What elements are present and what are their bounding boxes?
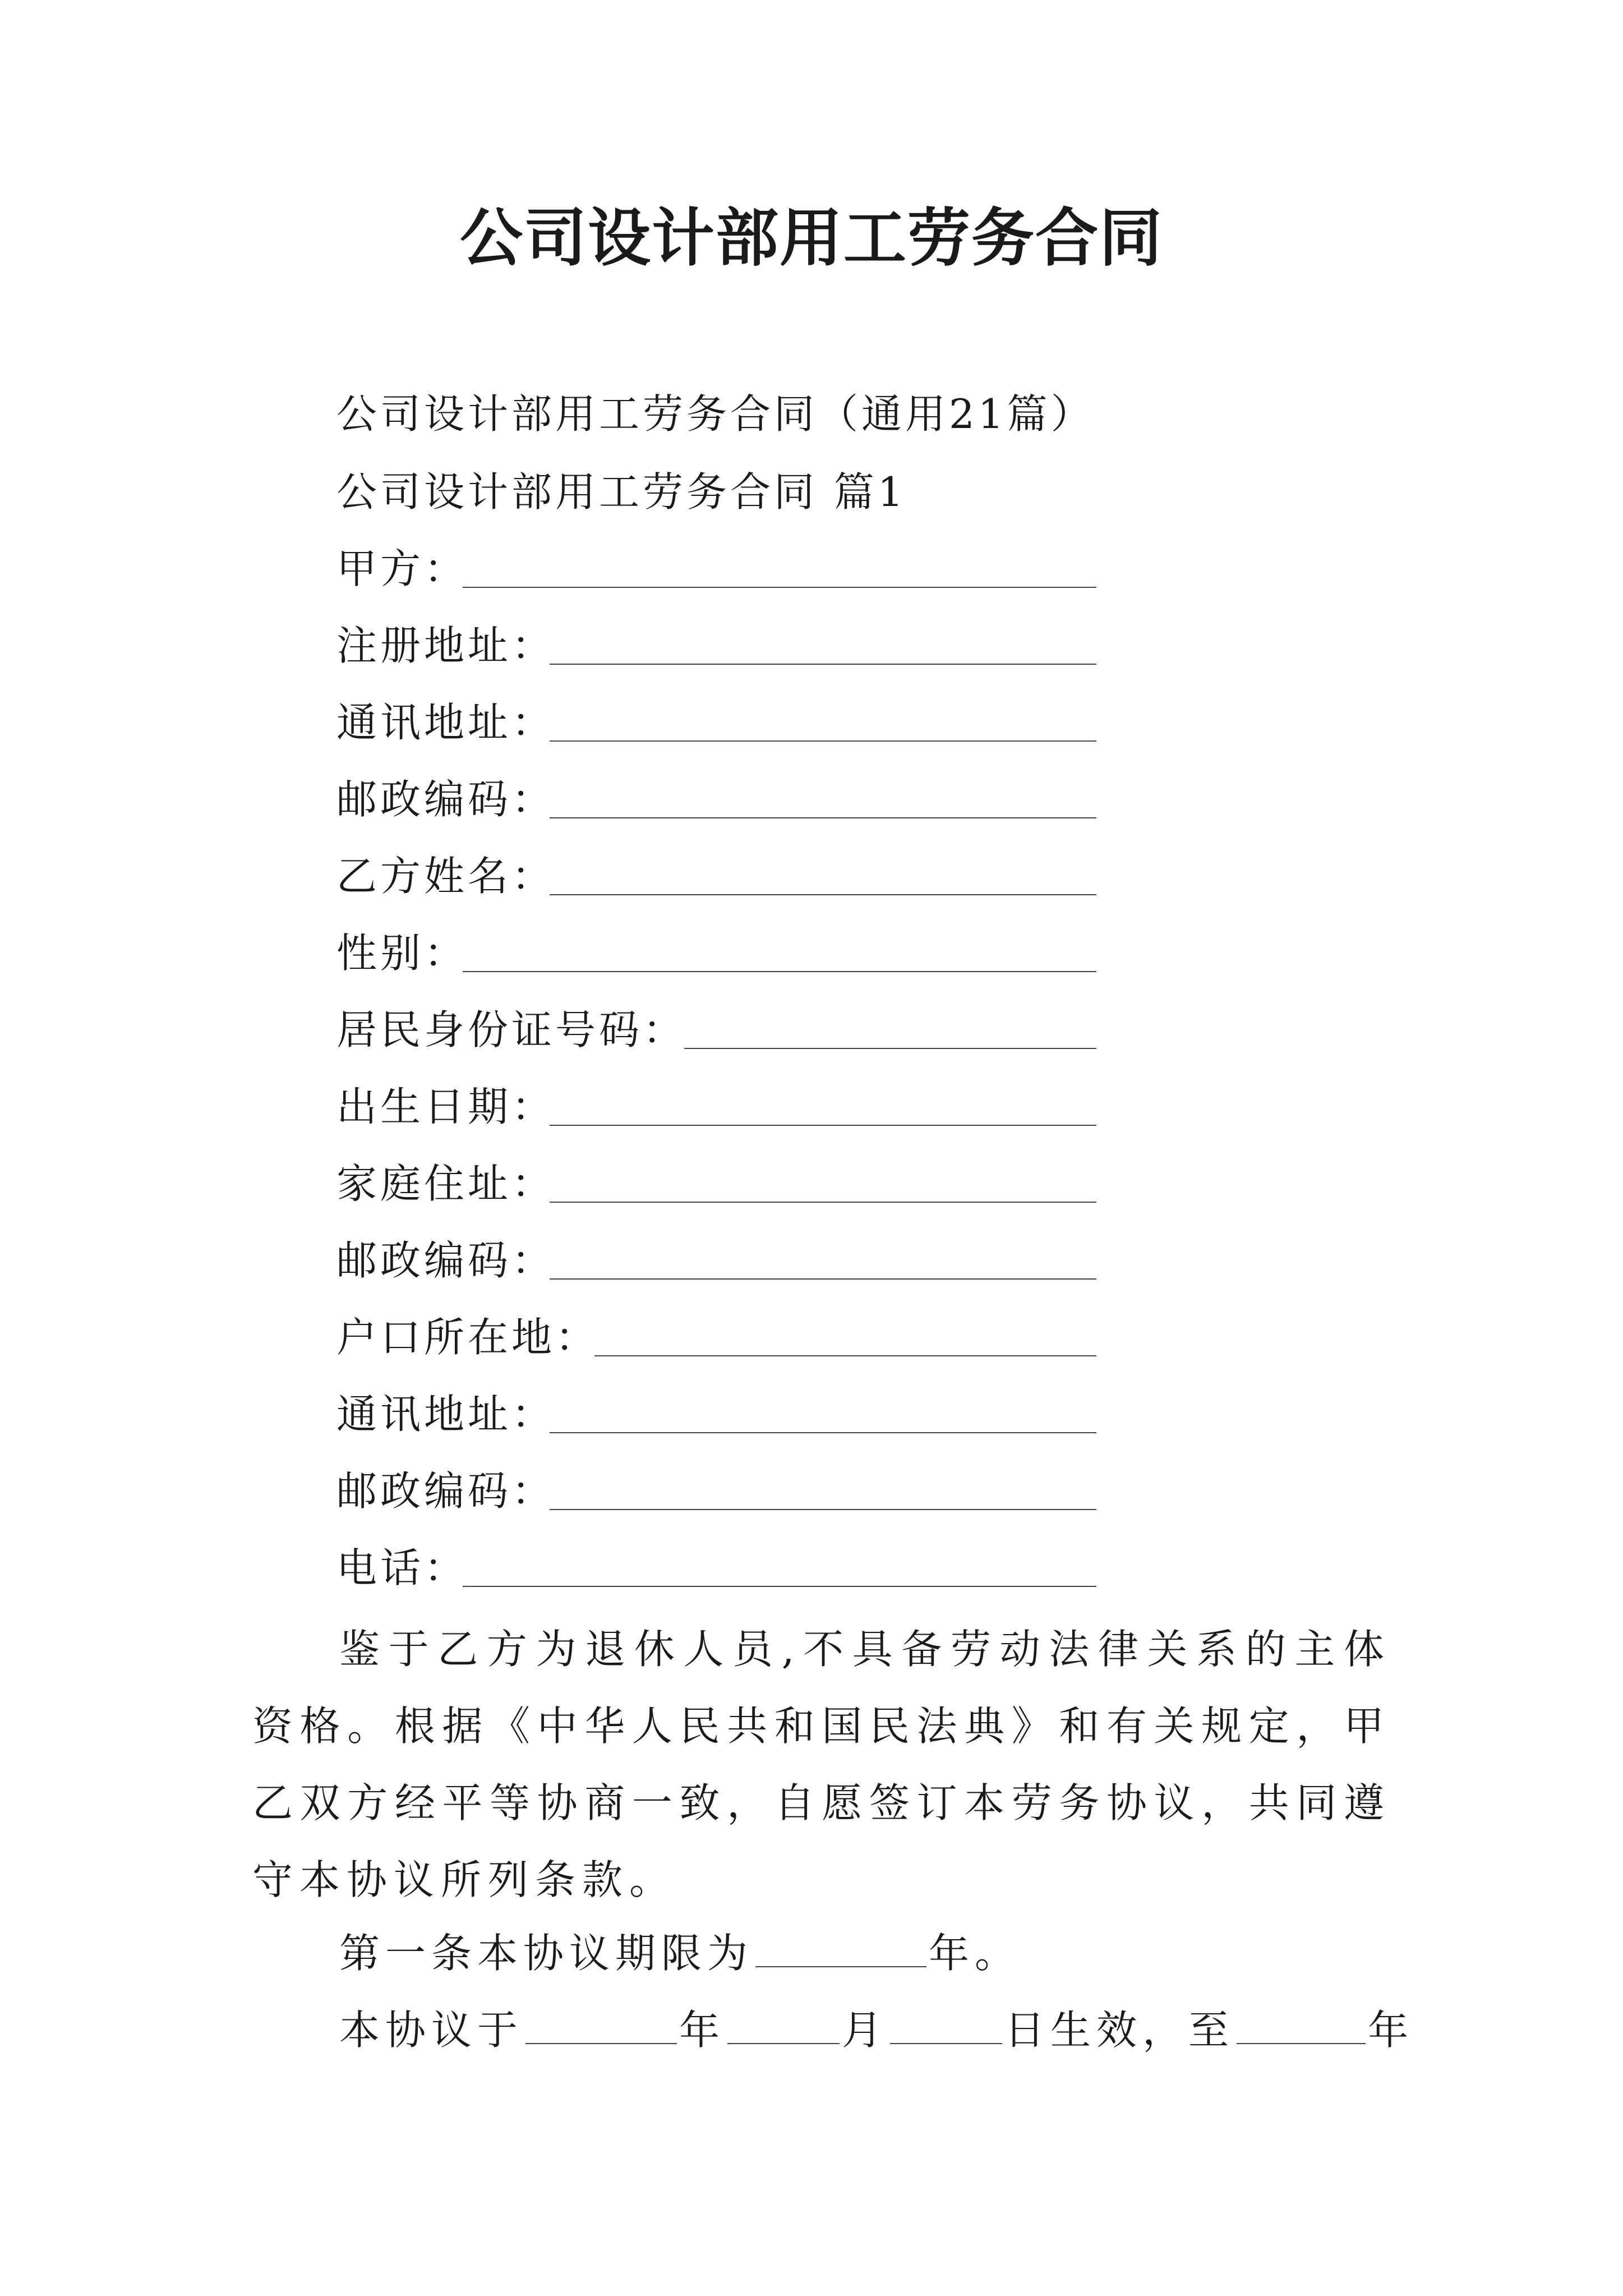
clause-1-blank bbox=[755, 1932, 926, 1967]
field-blank-line bbox=[550, 1278, 1096, 1280]
clause-2-blank-end-year bbox=[1237, 2009, 1366, 2044]
field-gender bbox=[336, 925, 1096, 981]
field-label: 通讯地址： bbox=[336, 699, 556, 746]
field-label: 乙方姓名： bbox=[336, 853, 556, 900]
clause-2-text-5: 年 bbox=[1368, 2007, 1414, 2054]
field-blank-line bbox=[550, 1432, 1096, 1433]
field-blank-line bbox=[550, 1509, 1096, 1510]
field-label: 出生日期： bbox=[336, 1083, 556, 1130]
field-label: 通讯地址： bbox=[336, 1391, 556, 1438]
field-id-number bbox=[336, 1002, 1096, 1058]
field-blank-line bbox=[463, 587, 1096, 588]
field-mailing-address bbox=[336, 694, 1096, 751]
preamble-paragraph: 鉴于乙方为退休人员,不具备劳动法律关系的主体资格。根据《中华人民共和国民法典》和有关规定，甲乙双方经平等协商一致，自愿签订本劳务协议，共同遵守本协议所列条款。 bbox=[252, 1626, 1391, 1903]
field-label: 性别： bbox=[336, 930, 468, 977]
clause-2-blank-year bbox=[525, 2009, 677, 2044]
field-blank-line bbox=[550, 1125, 1096, 1126]
field-postal-code-2 bbox=[336, 1232, 1096, 1289]
clause-1-suffix: 年。 bbox=[929, 1930, 1021, 1977]
clause-2 bbox=[339, 2002, 1414, 2058]
field-blank-line bbox=[550, 664, 1096, 665]
field-blank-line bbox=[550, 1202, 1096, 1203]
field-label: 户口所在地： bbox=[336, 1314, 600, 1361]
field-blank-line bbox=[684, 1048, 1096, 1049]
clause-1-text: 第一条本协议期限为 bbox=[339, 1930, 754, 1977]
field-label: 邮政编码： bbox=[336, 776, 556, 823]
field-blank-line bbox=[550, 740, 1096, 742]
field-label: 家庭住址： bbox=[336, 1160, 556, 1207]
field-label: 邮政编码： bbox=[336, 1237, 556, 1284]
document-subtitle: 公司设计部用工劳务合同（通用21篇） bbox=[336, 390, 1095, 438]
section-heading: 公司设计部用工劳务合同 篇1 bbox=[336, 468, 907, 516]
field-party-a bbox=[336, 541, 1096, 597]
field-phone bbox=[336, 1540, 1096, 1596]
clause-2-text-2: 年 bbox=[679, 2007, 726, 2054]
clause-2-text-4: 日生效，至 bbox=[1004, 2007, 1235, 2054]
field-party-b-name bbox=[336, 848, 1096, 904]
field-label: 居民身份证号码： bbox=[336, 1006, 687, 1053]
field-blank-line bbox=[463, 971, 1096, 972]
field-postal-code bbox=[336, 771, 1096, 827]
field-home-address bbox=[336, 1156, 1096, 1212]
field-label: 邮政编码： bbox=[336, 1467, 556, 1515]
field-household-registration bbox=[336, 1309, 1096, 1365]
clause-2-blank-month bbox=[727, 2009, 840, 2044]
document-title: 公司设计部用工劳务合同 bbox=[460, 201, 1163, 275]
field-registered-address bbox=[336, 618, 1096, 674]
field-mailing-address-2 bbox=[336, 1386, 1096, 1442]
field-blank-line bbox=[550, 894, 1096, 895]
field-postal-code-3 bbox=[336, 1463, 1096, 1519]
field-birth-date bbox=[336, 1079, 1096, 1135]
clause-2-text-3: 月 bbox=[842, 2007, 888, 2054]
field-label: 电话： bbox=[336, 1544, 468, 1591]
field-blank-line bbox=[550, 817, 1096, 818]
field-label: 注册地址： bbox=[336, 622, 556, 669]
field-blank-line bbox=[594, 1355, 1096, 1356]
field-label: 甲方： bbox=[336, 545, 468, 592]
clause-1 bbox=[339, 1925, 1021, 1981]
field-blank-line bbox=[463, 1586, 1096, 1587]
clause-2-blank-day bbox=[890, 2009, 1002, 2044]
clause-2-text-1: 本协议于 bbox=[339, 2007, 524, 2054]
